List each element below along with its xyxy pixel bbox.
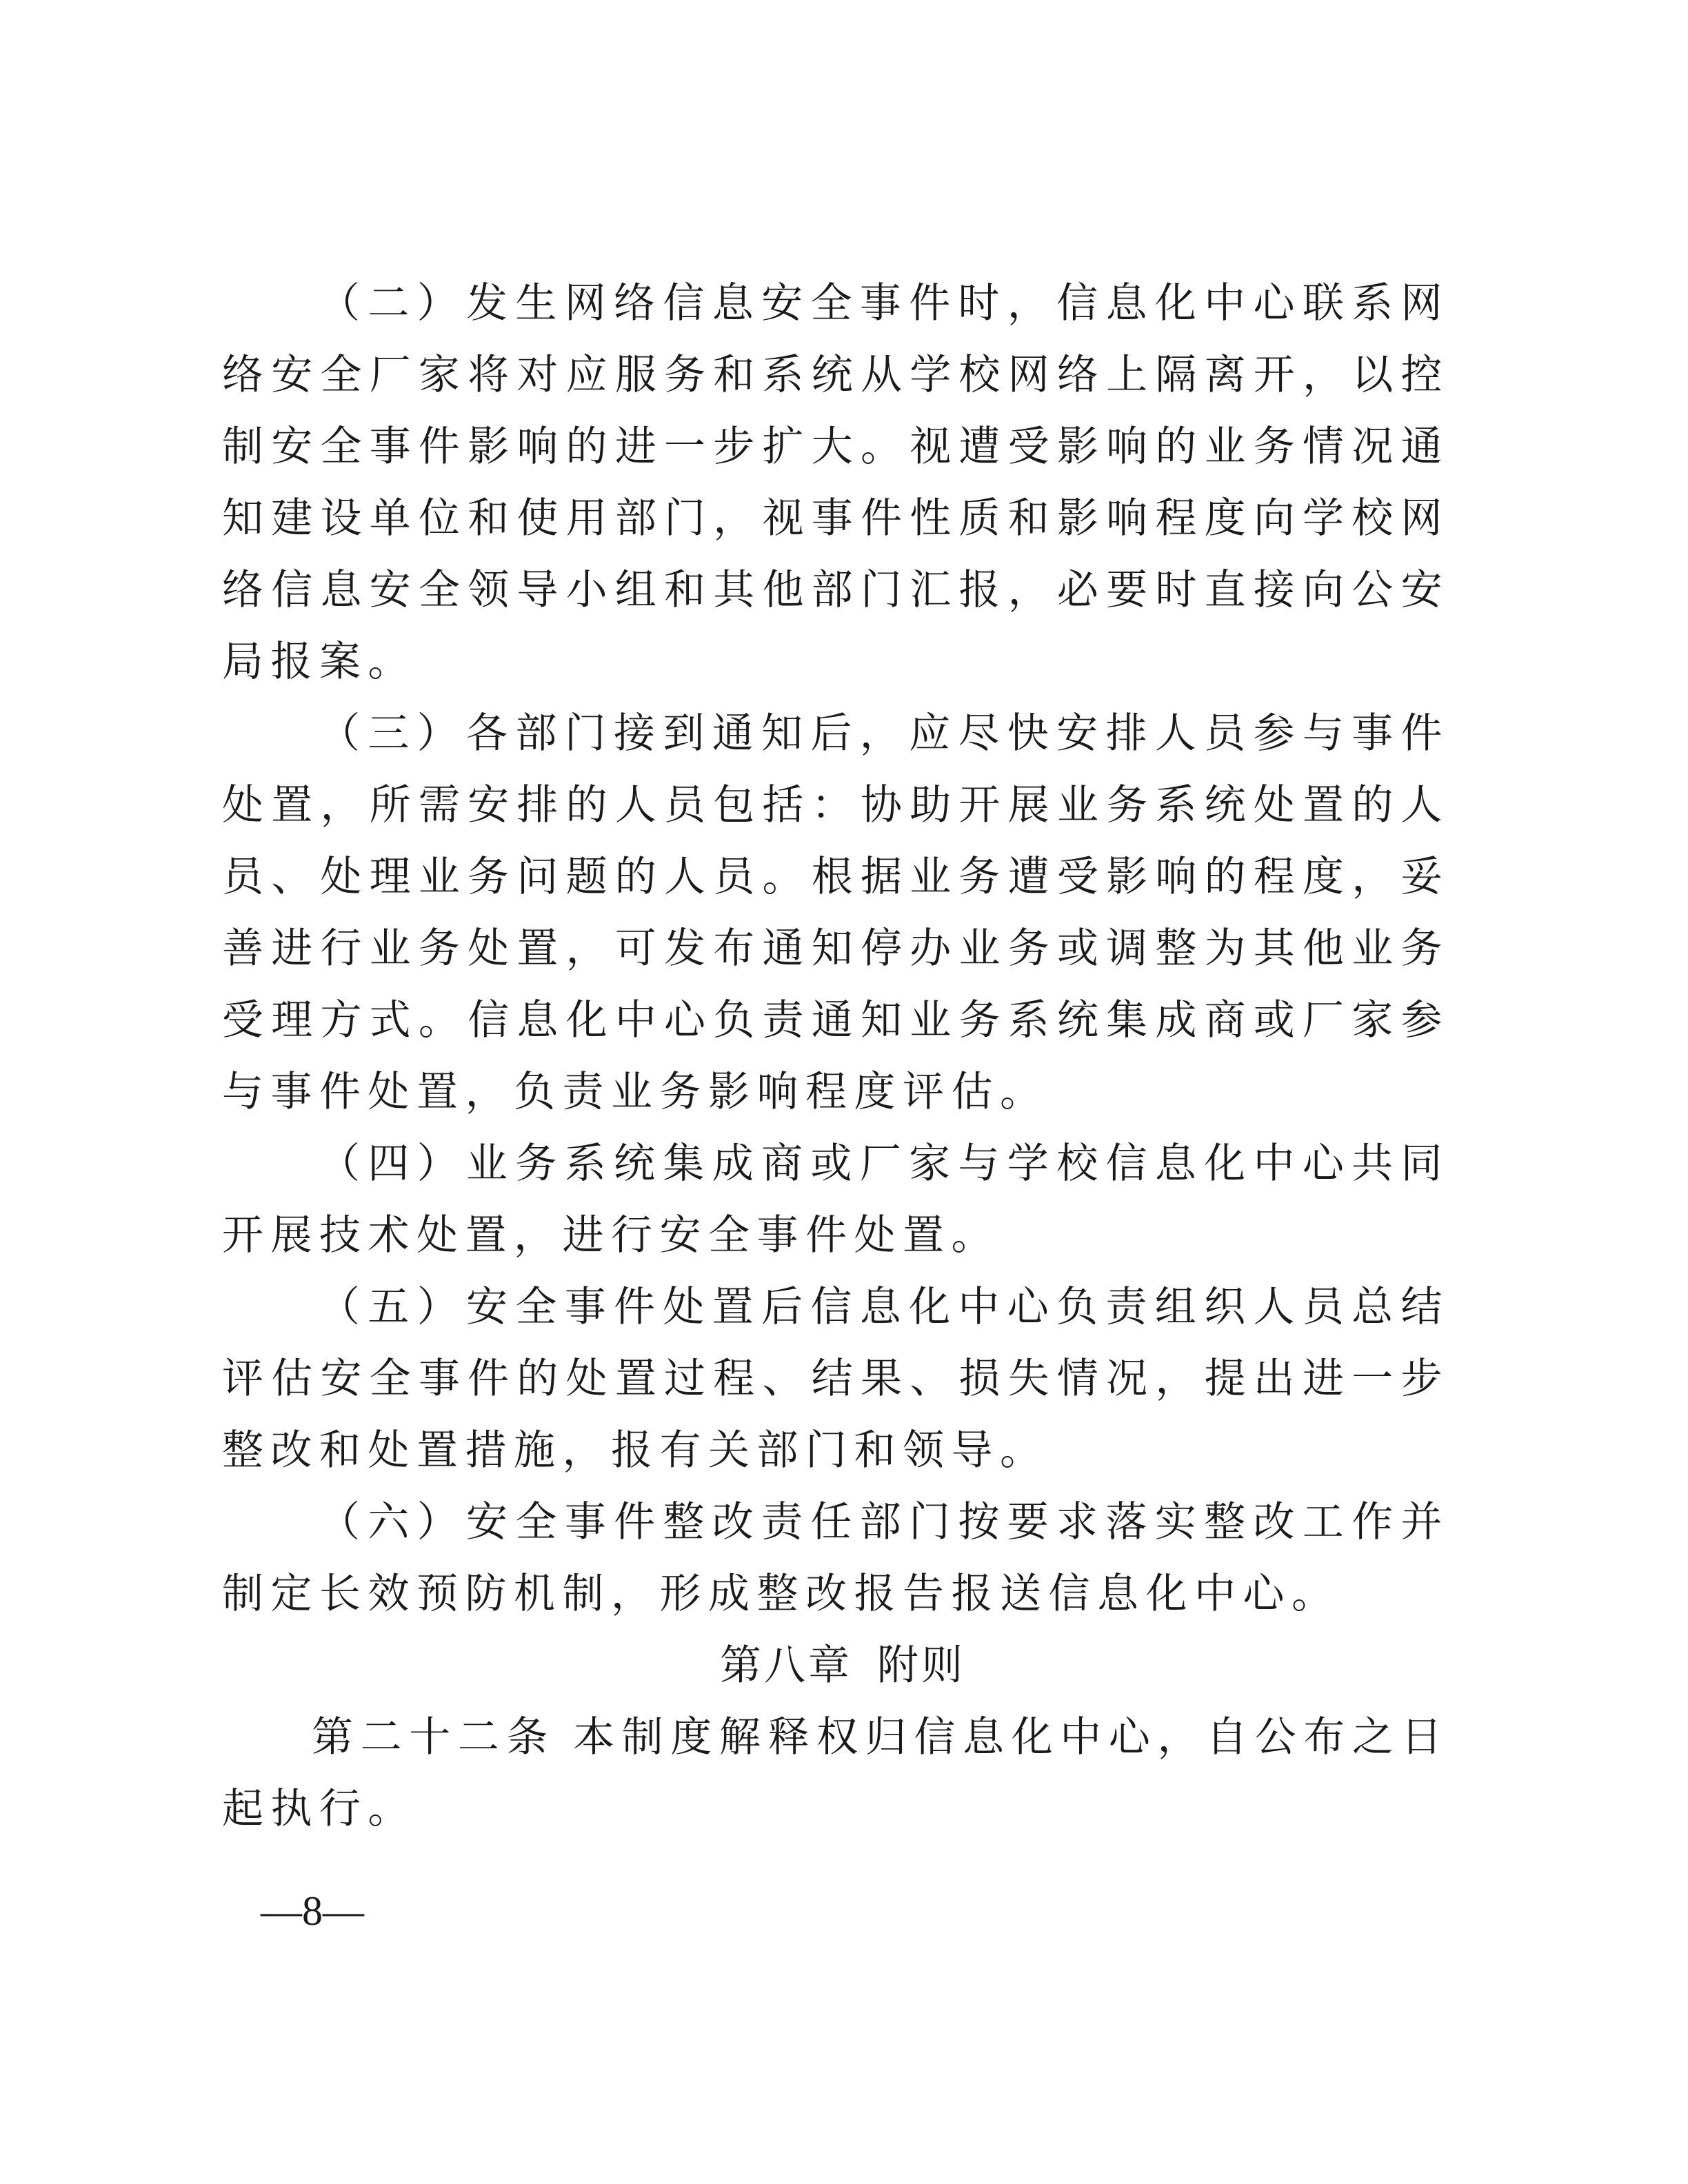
paragraph-item-3: （三）各部门接到通知后，应尽快安排人员参与事件处置，所需安排的人员包括：协助开展业务系统处置的人员、处理业务问题的人员。根据业务遭受影响的程度，妥善进行业务处置，可发布通知停办业务或调整为其他业务受理方式。信息化中心负责通知业务系统集成商或厂家参与事件处置，负责业务影响程度评估。 (222, 709, 1449, 1116)
chapter-title: 附则 (877, 1641, 965, 1690)
chapter-heading (222, 1630, 1449, 1701)
chapter-number: 第八章 (720, 1641, 852, 1690)
document-body (222, 267, 1449, 1845)
paragraph-item-2: （二）发生网络信息安全事件时，信息化中心联系网络安全厂家将对应服务和系统从学校网络上隔离开，以控制安全事件影响的进一步扩大。视遭受影响的业务情况通知建设单位和使用部门，视事件性质和影响程度向学校网络信息安全领导小组和其他部门汇报，必要时直接向公安局报案。 (222, 279, 1449, 686)
article-number: 第二十二条 (312, 1713, 556, 1761)
article-text: 本制度解释权归信息化中心，自公布之日起执行。 (222, 1713, 1450, 1833)
paragraph-item-5: （五）安全事件处置后信息化中心负责组织人员总结评估安全事件的处置过程、结果、损失情况，提出进一步整改和处置措施，报有关部门和领导。 (222, 1283, 1449, 1475)
article-paragraph (222, 1701, 1449, 1845)
paragraph-item-4: （四）业务系统集成商或厂家与学校信息化中心共同开展技术处置，进行安全事件处置。 (222, 1140, 1449, 1260)
paragraph-item-6: （六）安全事件整改责任部门按要求落实整改工作并制定长效预防机制，形成整改报告报送信息化中心。 (222, 1498, 1449, 1618)
page-number: —8— (261, 1888, 364, 1934)
